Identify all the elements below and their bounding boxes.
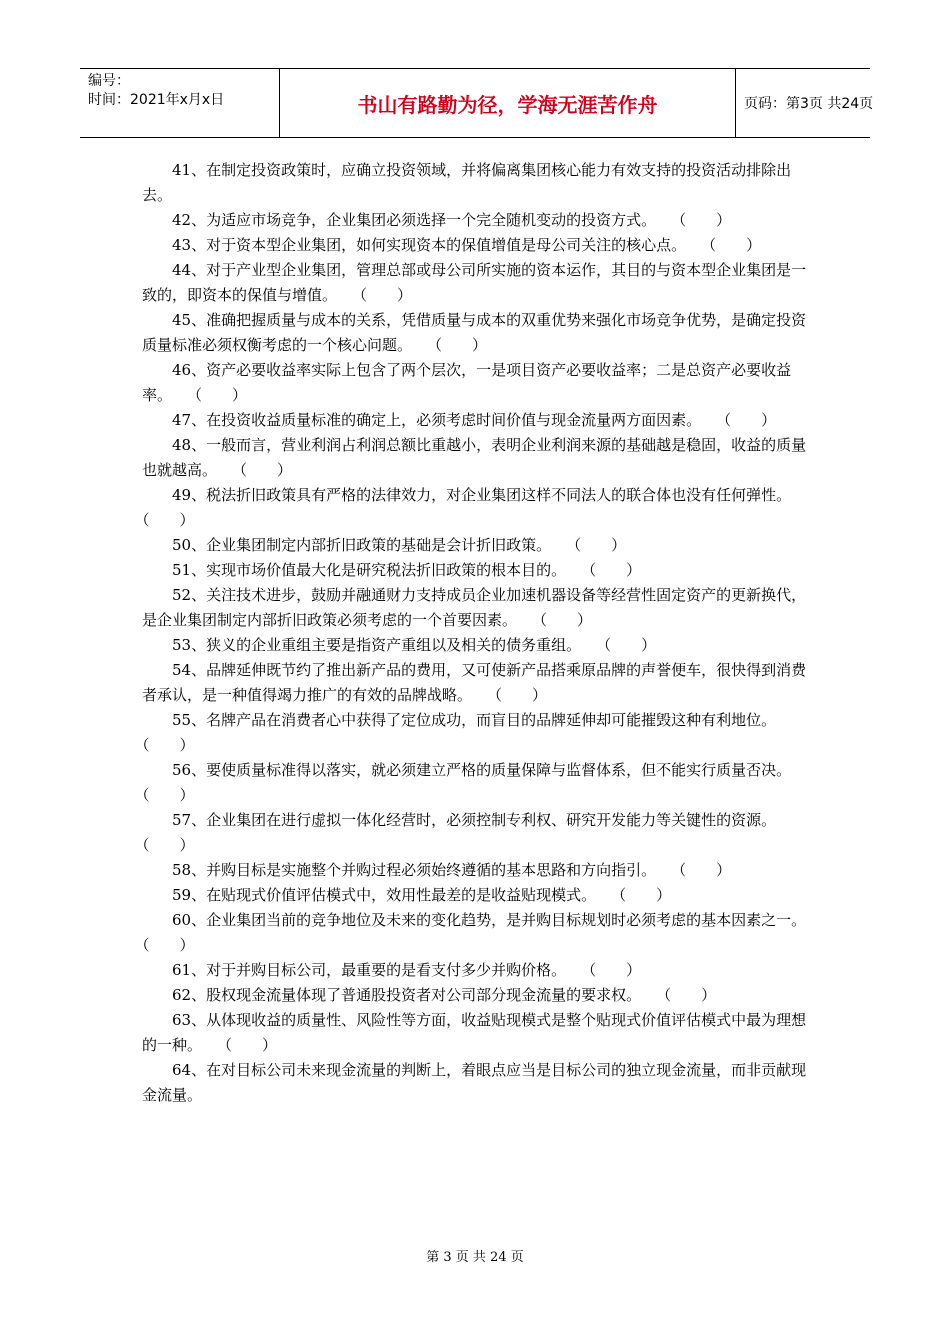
header-meta bbox=[80, 69, 280, 137]
answer-blank: （ ） bbox=[224, 1036, 278, 1054]
question-item bbox=[142, 408, 810, 433]
answer-blank: （ ） bbox=[539, 611, 593, 629]
motto: 书山有路勤为径，学海无涯苦作舟 bbox=[280, 69, 736, 137]
question-item bbox=[142, 658, 810, 708]
question-text: 64、在对目标公司未来现金流量的判断上，着眼点应当是目标公司的独立现金流量，而非贡献现金流量。 bbox=[142, 1061, 807, 1104]
question-text: 51、实现市场价值最大化是研究税法折旧政策的根本目的。 bbox=[172, 561, 559, 579]
answer-blank: （ ） bbox=[618, 886, 672, 904]
question-item bbox=[142, 208, 810, 233]
question-text: 45、准确把握质量与成本的关系，凭借质量与成本的双重优势来强化市场竞争优势，是确定投资质量标准必须权衡考虑的一个核心问题。 bbox=[142, 311, 807, 354]
question-item bbox=[142, 558, 810, 583]
question-item bbox=[142, 433, 810, 483]
answer-blank: （ ） bbox=[494, 686, 548, 704]
question-text: 56、要使质量标准得以落实，就必须建立严格的质量保障与监督体系，但不能实行质量否决。 bbox=[172, 761, 784, 779]
answer-blank: （ ） bbox=[678, 211, 732, 229]
question-item bbox=[142, 1058, 810, 1108]
answer-blank: （ ） bbox=[194, 386, 248, 404]
question-text: 44、对于产业型企业集团，管理总部或母公司所实施的资本运作，其目的与资本型企业集团是一致的，即资本的保值与增值。 bbox=[142, 261, 807, 304]
question-item bbox=[142, 758, 810, 808]
question-item bbox=[142, 533, 810, 558]
question-text: 61、对于并购目标公司，最重要的是看支付多少并购价格。 bbox=[172, 961, 559, 979]
question-list bbox=[142, 158, 810, 1108]
question-item bbox=[142, 908, 810, 958]
question-item bbox=[142, 483, 810, 533]
answer-blank: （ ） bbox=[239, 461, 293, 479]
question-text: 57、企业集团在进行虚拟一体化经营时，必须控制专利权、研究开发能力等关键性的资源。 bbox=[172, 811, 769, 829]
answer-blank: （ ） bbox=[142, 786, 195, 804]
question-text: 43、对于资本型企业集团，如何实现资本的保值增值是母公司关注的核心点。 bbox=[172, 236, 679, 254]
answer-blank: （ ） bbox=[142, 936, 195, 954]
question-item bbox=[142, 883, 810, 908]
question-item bbox=[142, 358, 810, 408]
answer-blank: （ ） bbox=[663, 986, 717, 1004]
answer-blank: （ ） bbox=[359, 286, 413, 304]
number-label: 编号： bbox=[88, 73, 130, 89]
question-text: 50、企业集团制定内部折旧政策的基础是会计折旧政策。 bbox=[172, 536, 544, 554]
answer-blank: （ ） bbox=[708, 236, 762, 254]
answer-blank: （ ） bbox=[573, 536, 627, 554]
answer-blank: （ ） bbox=[142, 836, 195, 854]
question-text: 53、狭义的企业重组主要是指资产重组以及相关的债务重组。 bbox=[172, 636, 574, 654]
question-text: 54、品牌延伸既节约了推出新产品的费用，又可使新产品搭乘原品牌的声誉便车，很快得到消费者承认，是一种值得竭力推广的有效的品牌战略。 bbox=[142, 661, 807, 704]
question-text: 52、关注技术进步，鼓励并融通财力支持成员企业加速机器设备等经营性固定资产的更新换代，是企业集团制定内部折旧政策必须考虑的一个首要因素。 bbox=[142, 586, 807, 629]
answer-blank: （ ） bbox=[723, 411, 777, 429]
answer-blank: （ ） bbox=[142, 736, 195, 754]
question-text: 41、在制定投资政策时，应确立投资领域，并将偏离集团核心能力有效支持的投资活动排除出去。 bbox=[142, 161, 792, 204]
question-item bbox=[142, 1008, 810, 1058]
question-text: 62、股权现金流量体现了普通股投资者对公司部分现金流量的要求权。 bbox=[172, 986, 634, 1004]
answer-blank: （ ） bbox=[603, 636, 657, 654]
question-item bbox=[142, 858, 810, 883]
question-item bbox=[142, 158, 810, 208]
page-header bbox=[80, 68, 874, 138]
answer-blank: （ ） bbox=[678, 861, 732, 879]
question-text: 46、资产必要收益率实际上包含了两个层次，一是项目资产必要收益率；二是总资产必要收益率。 bbox=[142, 361, 792, 404]
question-item bbox=[142, 233, 810, 258]
question-item bbox=[142, 258, 810, 308]
question-text: 63、从体现收益的质量性、风险性等方面，收益贴现模式是整个贴现式价值评估模式中最为理想的一种。 bbox=[142, 1011, 807, 1054]
answer-blank: （ ） bbox=[588, 561, 642, 579]
question-item bbox=[142, 308, 810, 358]
question-item bbox=[142, 633, 810, 658]
question-text: 49、税法折旧政策具有严格的法律效力，对企业集团这样不同法人的联合体也没有任何弹性。 bbox=[172, 486, 784, 504]
page-footer: 第 3 页 共 24 页 bbox=[426, 1250, 524, 1265]
question-item bbox=[142, 958, 810, 983]
question-text: 59、在贴现式价值评估模式中，效用性最差的是收益贴现模式。 bbox=[172, 886, 589, 904]
answer-blank: （ ） bbox=[142, 511, 195, 529]
question-text: 47、在投资收益质量标准的确定上，必须考虑时间价值与现金流量两方面因素。 bbox=[172, 411, 694, 429]
header-page-info: 页码：第3页 共24页 bbox=[744, 96, 874, 112]
answer-blank: （ ） bbox=[588, 961, 642, 979]
question-item bbox=[142, 583, 810, 633]
question-text: 42、为适应市场竞争，企业集团必须选择一个完全随机变动的投资方式。 bbox=[172, 211, 649, 229]
date-label: 时间：2021年x月x日 bbox=[88, 92, 225, 108]
question-text: 58、并购目标是实施整个并购过程必须始终遵循的基本思路和方向指引。 bbox=[172, 861, 649, 879]
question-item bbox=[142, 983, 810, 1008]
question-item bbox=[142, 808, 810, 858]
answer-blank: （ ） bbox=[434, 336, 488, 354]
question-text: 60、企业集团当前的竞争地位及未来的变化趋势，是并购目标规划时必须考虑的基本因素之一。 bbox=[172, 911, 799, 929]
question-item bbox=[142, 708, 810, 758]
question-text: 48、一般而言，营业利润占利润总额比重越小，表明企业利润来源的基础越是稳固，收益的质量也就越高。 bbox=[142, 436, 807, 479]
question-text: 55、名牌产品在消费者心中获得了定位成功，而盲目的品牌延伸却可能摧毁这种有利地位。 bbox=[172, 711, 769, 729]
